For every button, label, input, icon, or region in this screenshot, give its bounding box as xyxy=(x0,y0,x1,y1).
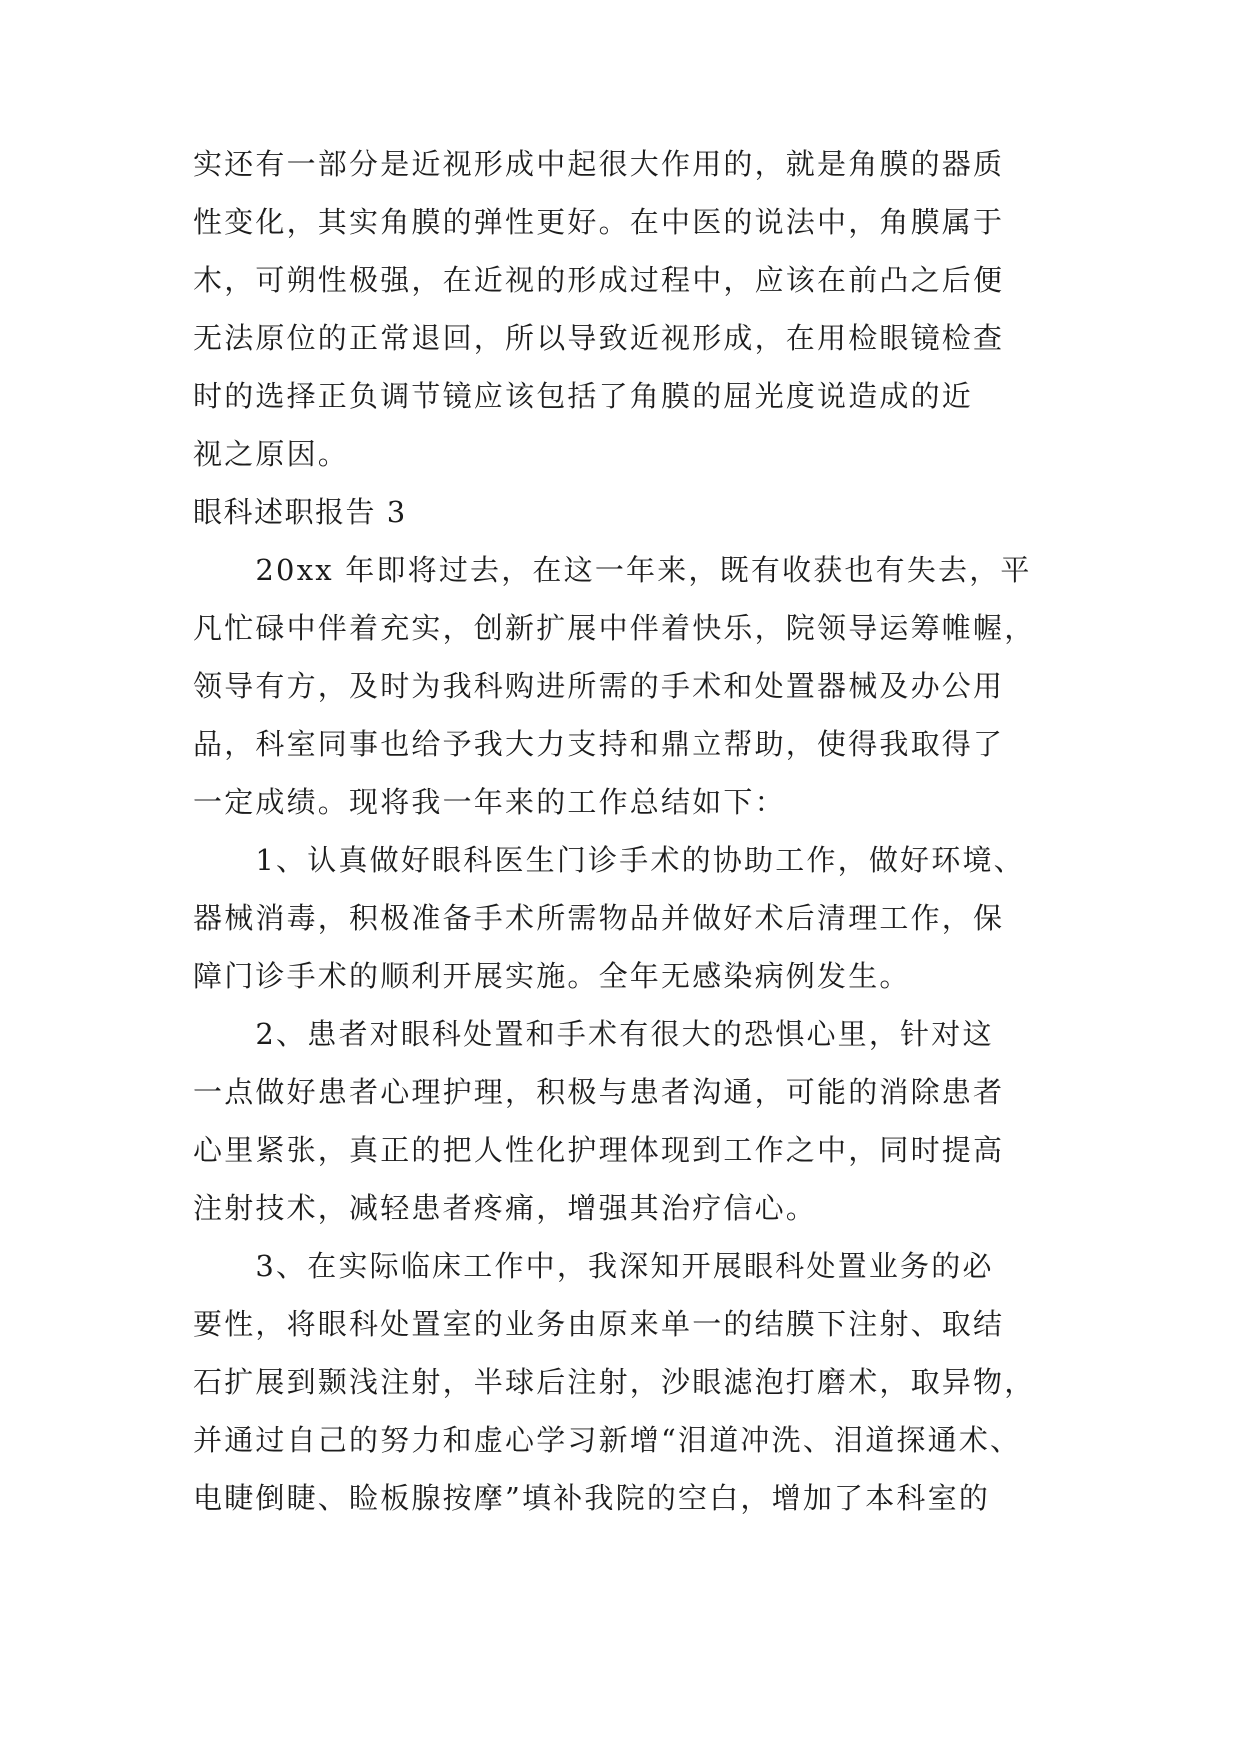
paragraph-line: 木，可朔性极强，在近视的形成过程中，应该在前凸之后便 xyxy=(193,263,1005,297)
paragraph-line: 一定成绩。现将我一年来的工作总结如下： xyxy=(193,785,786,819)
paragraph-line: 障门诊手术的顺利开展实施。全年无感染病例发生。 xyxy=(193,959,911,993)
paragraph-line: 器械消毒，积极准备手术所需物品并做好术后清理工作，保 xyxy=(193,901,1005,935)
paragraph-line: 凡忙碌中伴着充实，创新扩展中伴着快乐，院领导运筹帷幄， xyxy=(193,611,1036,645)
paragraph-line: 一点做好患者心理护理，积极与患者沟通，可能的消除患者 xyxy=(193,1075,1005,1109)
paragraph-line: 心里紧张，真正的把人性化护理体现到工作之中，同时提高 xyxy=(193,1133,1005,1167)
paragraph-line: 并通过自己的努力和虚心学习新增“泪道冲洗、泪道探通术、 xyxy=(193,1423,1022,1457)
paragraph-line: 无法原位的正常退回，所以导致近视形成，在用检眼镜检查 xyxy=(193,321,1005,355)
paragraph-line: 注射技术，减轻患者疼痛，增强其治疗信心。 xyxy=(193,1191,818,1225)
paragraph-line: 领导有方，及时为我科购进所需的手术和处置器械及办公用 xyxy=(193,669,1005,703)
paragraph-line: 品，科室同事也给予我大力支持和鼎立帮助，使得我取得了 xyxy=(193,727,1005,761)
section-heading: 眼科述职报告 3 xyxy=(193,495,407,529)
paragraph-line: 1、认真做好眼科医生门诊手术的协助工作，做好环境、 xyxy=(193,843,1025,877)
paragraph-line: 视之原因。 xyxy=(193,437,350,471)
paragraph-line: 石扩展到颞浅注射，半球后注射，沙眼滤泡打磨术，取异物， xyxy=(193,1365,1036,1399)
paragraph-line: 20xx 年即将过去，在这一年来，既有收获也有失去，平 xyxy=(193,553,1032,587)
paragraph-line: 实还有一部分是近视形成中起很大作用的，就是角膜的器质 xyxy=(193,147,1005,181)
paragraph-line: 2、患者对眼科处置和手术有很大的恐惧心里，针对这 xyxy=(193,1017,994,1051)
paragraph-line: 3、在实际临床工作中，我深知开展眼科处置业务的必 xyxy=(193,1249,994,1283)
paragraph-line: 电睫倒睫、睑板腺按摩”填补我院的空白，增加了本科室的 xyxy=(193,1481,991,1515)
paragraph-line: 时的选择正负调节镜应该包括了角膜的屈光度说造成的近 xyxy=(193,379,974,413)
paragraph-line: 要性，将眼科处置室的业务由原来单一的结膜下注射、取结 xyxy=(193,1307,1005,1341)
paragraph-line: 性变化，其实角膜的弹性更好。在中医的说法中，角膜属于 xyxy=(193,205,1005,239)
